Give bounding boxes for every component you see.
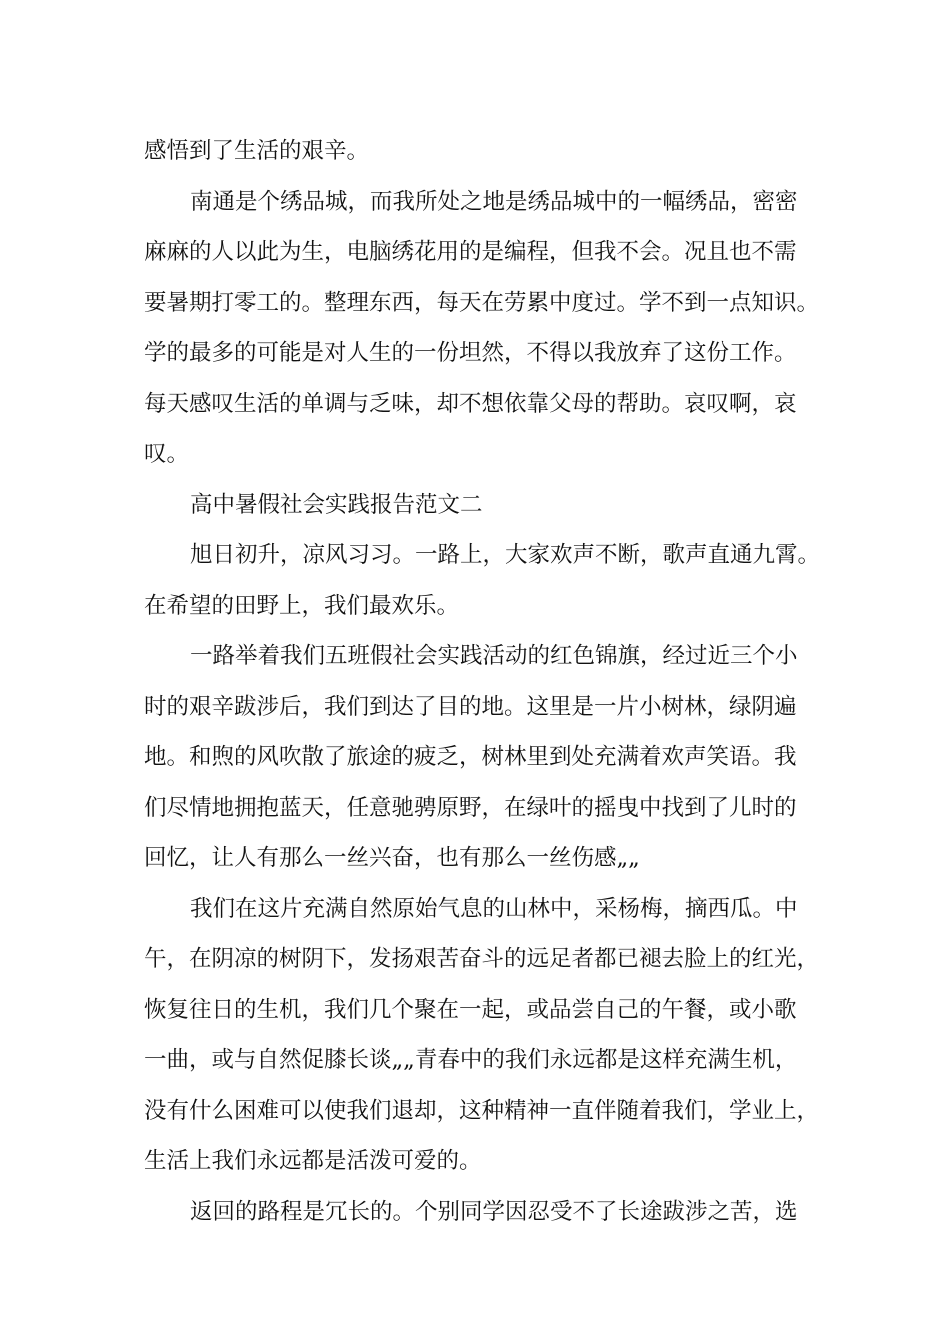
text-line: 旭日初升，凉风习习。一路上，大家欢声不断，歌声直通九霄。 — [190, 542, 821, 568]
text-line: 每天感叹生活的单调与乏味，却不想依靠父母的帮助。哀叹啊，哀 — [144, 390, 797, 417]
text-line: 感悟到了生活的艰辛。 — [144, 138, 370, 164]
text-line: 时的艰辛跋涉后，我们到达了目的地。这里是一片小树林，绿阴遍 — [144, 693, 797, 720]
text-line: 我们在这片充满自然原始气息的山林中，采杨梅，摘西瓜。中 — [190, 895, 798, 922]
text-line: 回忆，让人有那么一丝兴奋，也有那么一丝伤感„„ — [144, 845, 640, 871]
text-line: 一曲，或与自然促膝长谈„„青春中的我们永远都是这样充满生机， — [144, 1047, 798, 1073]
text-line: 返回的路程是冗长的。个别同学因忍受不了长途跋涉之苦，选 — [190, 1198, 798, 1225]
text-line: 没有什么困难可以使我们退却，这种精神一直伴随着我们，学业上， — [144, 1097, 820, 1124]
section-heading: 高中暑假社会实践报告范文二 — [190, 491, 483, 518]
body-text — [144, 126, 828, 1237]
text-line: 午，在阴凉的树阴下，发扬艰苦奋斗的远足者都已褪去脸上的红光， — [144, 946, 820, 972]
text-line: 一路举着我们五班假社会实践活动的红色锦旗，经过近三个小 — [190, 643, 798, 669]
text-line: 学的最多的可能是对人生的一份坦然，不得以我放弃了这份工作。 — [144, 340, 797, 366]
text-line: 地。和煦的风吹散了旅途的疲乏，树林里到处充满着欢声笑语。我 — [144, 744, 797, 770]
text-line: 在希望的田野上，我们最欢乐。 — [144, 592, 460, 619]
text-line: 生活上我们永远都是活泼可爱的。 — [144, 1148, 482, 1174]
text-line: 麻麻的人以此为生，电脑绣花用的是编程，但我不会。况且也不需 — [144, 239, 797, 265]
text-line: 南通是个绣品城，而我所处之地是绣品城中的一幅绣品，密密 — [190, 188, 798, 215]
text-line: 恢复往日的生机，我们几个聚在一起，或品尝自己的午餐，或小歌 — [144, 996, 797, 1023]
text-line: 要暑期打零工的。整理东西，每天在劳累中度过。学不到一点知识。 — [144, 289, 820, 316]
text-line: 们尽情地拥抱蓝天，任意驰骋原野，在绿叶的摇曳中找到了儿时的 — [144, 794, 797, 821]
text-line: 叹。 — [144, 441, 190, 467]
